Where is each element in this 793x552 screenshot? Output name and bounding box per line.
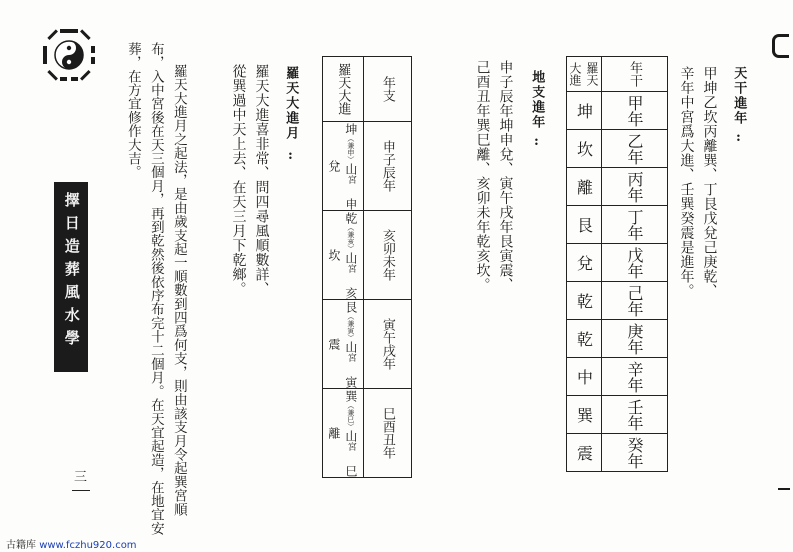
cell-note: （兼寅）	[346, 312, 355, 341]
table-cell: 庚年	[602, 320, 668, 358]
table-cell: 乾	[567, 320, 602, 358]
heading-tiangan-jinnian: 天干進年	[731, 66, 747, 126]
table-row	[323, 211, 412, 300]
table-header-cell: 年干	[602, 57, 668, 92]
table-row	[567, 358, 668, 396]
table-header-cell: 羅天大進	[323, 57, 364, 122]
table-cell: 坤	[567, 92, 602, 130]
cell-first: 坤	[343, 122, 358, 135]
table-row	[323, 300, 412, 389]
table-row	[567, 244, 668, 282]
table-cell: 艮	[567, 206, 602, 244]
cell-first: 乾	[343, 211, 358, 224]
para-dizhi-2: 己酉丑年巽巳離、亥卯未年乾亥坎。	[474, 60, 491, 292]
table-cell: 巽	[567, 396, 602, 434]
cell-shan: 山	[343, 429, 358, 442]
cell-rest: 兌	[326, 160, 341, 172]
table-header-cell: 羅天大進	[567, 57, 602, 92]
table-row	[567, 434, 668, 472]
cell-note: （兼亥）	[346, 223, 355, 252]
para-verse-2: 從巽過中天上去、在天三月下乾鄉。	[230, 64, 247, 296]
table-cell: 己年	[602, 282, 668, 320]
table-row	[567, 282, 668, 320]
table-row	[567, 57, 668, 92]
cell-gong: 宮	[345, 352, 356, 362]
page-number-rule	[72, 490, 90, 491]
cell-rest: 震	[326, 338, 341, 350]
cell-rest: 巳	[343, 464, 358, 477]
cell-rest: 坎	[326, 249, 341, 261]
cell-gong: 宮	[345, 263, 356, 273]
footer-watermark	[6, 536, 137, 551]
book-title: 擇日造葬風水學	[62, 192, 81, 353]
para-verse-1: 羅天大進喜非常、問四尋風順數詳、	[253, 64, 270, 296]
table-cell: 丁年	[602, 206, 668, 244]
para-method-3: 葬，在方宜修作大吉。	[124, 42, 141, 179]
table-cell: 兌	[567, 244, 602, 282]
table-cell: 中	[567, 358, 602, 396]
cell-shan: 山	[343, 251, 358, 264]
table-cell	[323, 389, 364, 478]
table-row	[323, 389, 412, 478]
cell-shan: 山	[343, 340, 358, 353]
table-cell: 亥卯未年	[363, 211, 411, 300]
table-row	[323, 122, 412, 211]
table-cell: 乙年	[602, 130, 668, 168]
table-cell: 壬年	[602, 396, 668, 434]
para-method-1: 羅天大進月之起法，是由歲支起一順數到四爲何支，則由該支月令起巽宮順	[170, 64, 187, 517]
cell-first: 巽	[343, 389, 358, 402]
table-cell	[323, 122, 364, 211]
cell-rest: 申	[343, 197, 358, 210]
table-cell: 震	[567, 434, 602, 472]
edge-rule	[778, 488, 790, 490]
table-cell: 申子辰年	[363, 122, 411, 211]
table-row	[567, 206, 668, 244]
table-tiangan	[566, 56, 668, 472]
heading-colon: :	[736, 130, 741, 145]
cell-gong: 宮	[345, 441, 356, 451]
cell-shan: 山	[343, 162, 358, 175]
cell-note: （兼巳）	[346, 401, 355, 430]
table-cell: 辛年	[602, 358, 668, 396]
para-tiangan-2: 辛年中宮爲大進、壬巽癸震是進年。	[678, 66, 695, 298]
table-cell: 乾	[567, 282, 602, 320]
table-row	[567, 168, 668, 206]
heading-luotian-dajin-yue: 羅天大進月	[283, 66, 299, 141]
cell-rest: 亥	[343, 286, 358, 299]
table-cell: 坎	[567, 130, 602, 168]
table-header-cell: 年支	[363, 57, 411, 122]
table-cell	[323, 300, 364, 389]
table-cell	[323, 211, 364, 300]
cell-rest: 寅	[343, 375, 358, 388]
table-row	[567, 396, 668, 434]
table-row	[567, 320, 668, 358]
para-method-2: 布，入中宮後在天三個月，再到乾然後依序布完十二個月。在天宜起造，在地宜安	[147, 42, 164, 536]
table-cell: 甲年	[602, 92, 668, 130]
table-cell: 巳酉丑年	[363, 389, 411, 478]
heading-colon: :	[288, 148, 293, 163]
cell-first: 艮	[343, 300, 358, 313]
table-cell: 離	[567, 168, 602, 206]
table-cell: 寅午戌年	[363, 300, 411, 389]
cell-note: （兼申）	[346, 134, 355, 163]
table-row	[567, 130, 668, 168]
book-title-band	[54, 182, 88, 372]
table-row	[567, 92, 668, 130]
footer-url[interactable]: www.fczhu920.com	[39, 540, 137, 551]
edge-mark	[772, 34, 789, 58]
table-row	[323, 57, 412, 122]
table-dizhi	[322, 56, 412, 478]
para-tiangan-1: 甲坤乙坎丙離巽、丁艮戊兌己庚乾、	[701, 66, 718, 298]
cell-rest: 離	[326, 427, 341, 439]
bagua-logo-icon	[40, 26, 98, 84]
para-dizhi-1: 申子辰年坤申兌、寅午戌年艮寅震、	[497, 60, 514, 292]
table-cell: 癸年	[602, 434, 668, 472]
cell-gong: 宮	[345, 174, 356, 184]
table-cell: 丙年	[602, 168, 668, 206]
page-number: 三	[74, 470, 88, 485]
heading-dizhi-jinnian: 地支進年	[529, 70, 545, 130]
heading-colon: :	[534, 134, 539, 149]
table-cell: 戊年	[602, 244, 668, 282]
footer-site-name: 古籍库	[6, 540, 36, 551]
